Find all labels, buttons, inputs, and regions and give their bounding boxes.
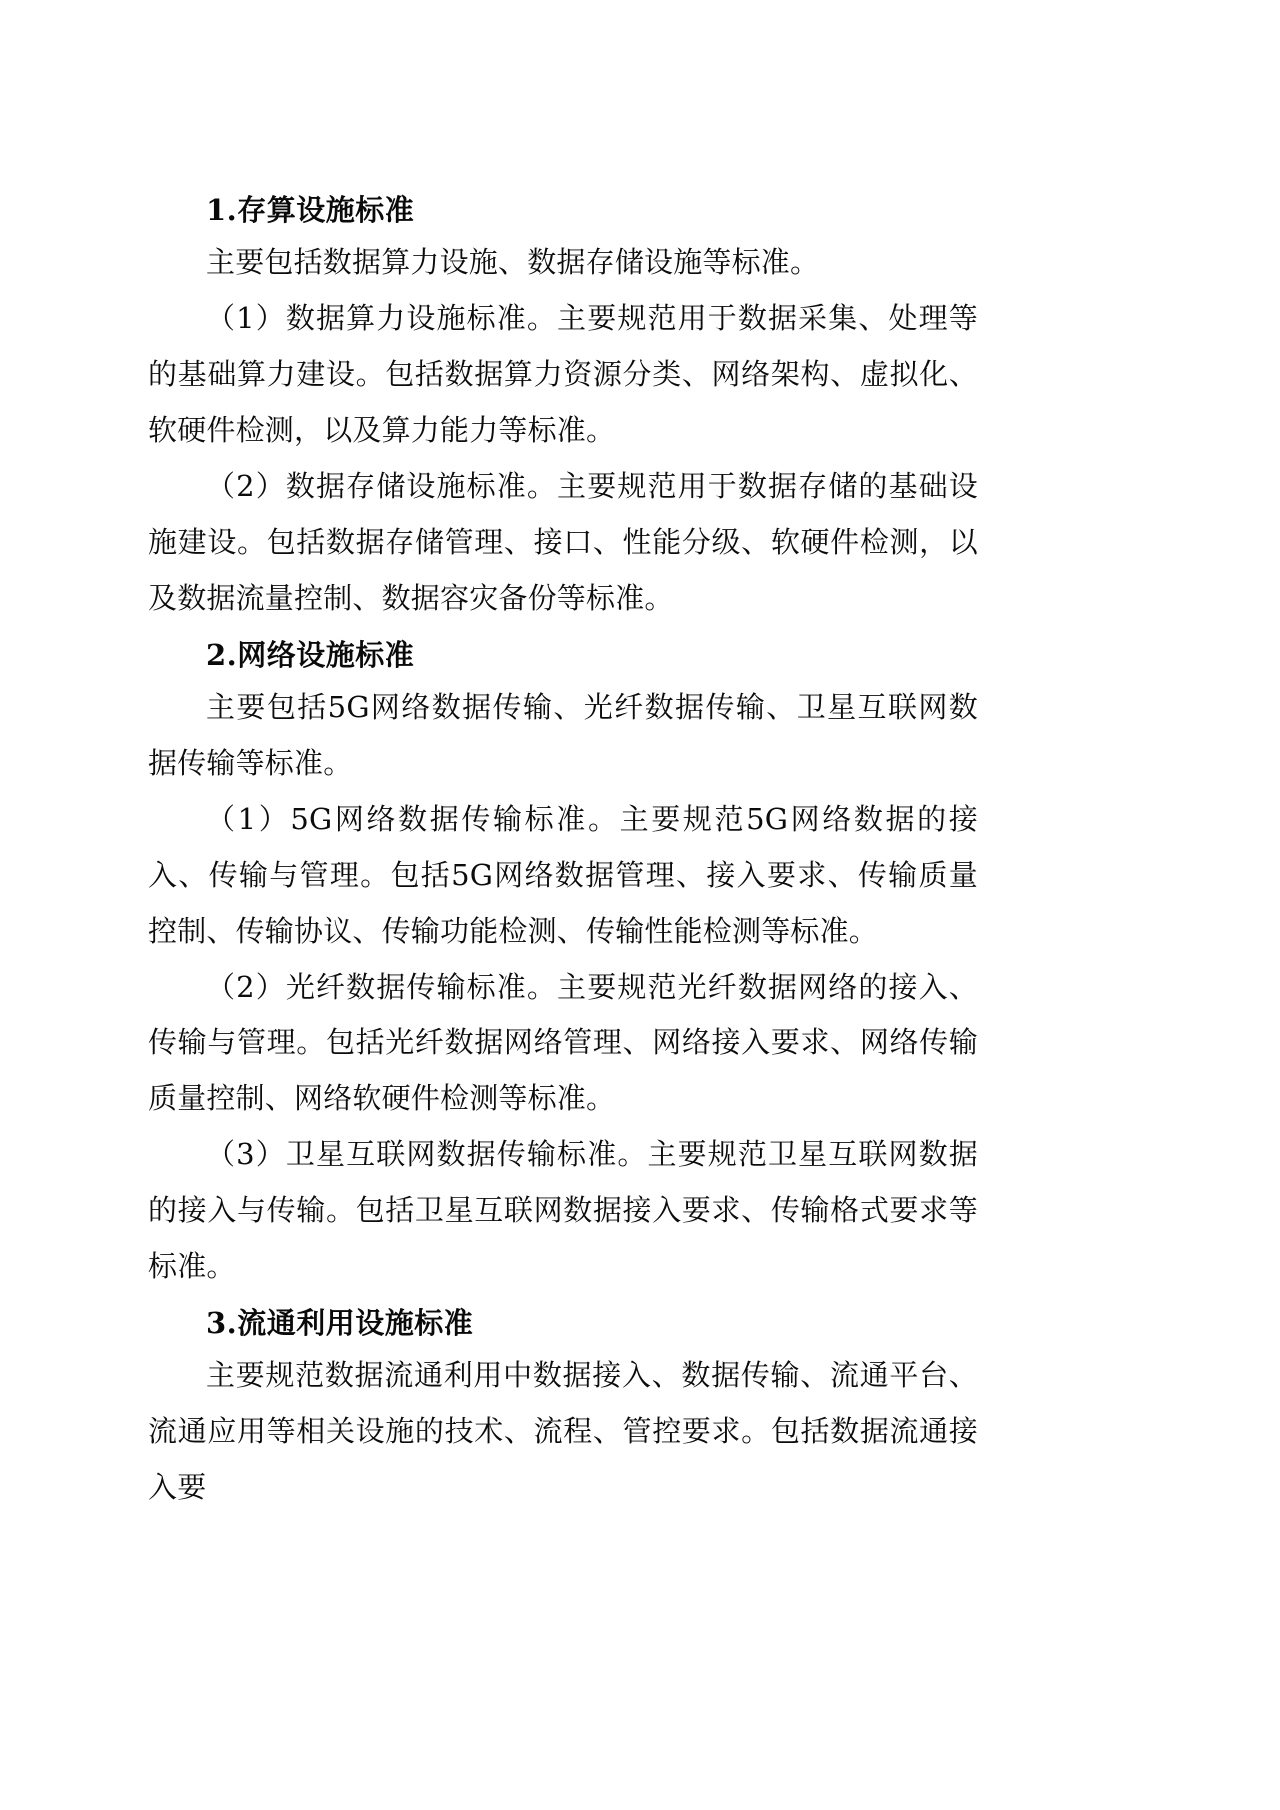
paragraph: 主要包括5G网络数据传输、光纤数据传输、卫星互联网数据传输等标准。 <box>148 689 978 780</box>
paragraph: （2）数据存储设施标准。主要规范用于数据存储的基础设施建设。包括数据存储管理、接口、性能分级、软硬件检测，以及数据流量控制、数据容灾备份等标准。 <box>148 468 978 615</box>
paragraph: （2）光纤数据传输标准。主要规范光纤数据网络的接入、传输与管理。包括光纤数据网络管理、网络接入要求、网络传输质量控制、网络软硬件检测等标准。 <box>148 969 978 1116</box>
paragraph: （1）5G网络数据传输标准。主要规范5G网络数据的接入、传输与管理。包括5G网络数据管理、接入要求、传输质量控制、传输协议、传输功能检测、传输性能检测等标准。 <box>148 801 978 948</box>
section-heading-3: 3.流通利用设施标准 <box>206 1306 474 1341</box>
paragraph: （3）卫星互联网数据传输标准。主要规范卫星互联网数据的接入与传输。包括卫星互联网数据接入要求、传输格式要求等标准。 <box>148 1137 978 1284</box>
page-content <box>148 188 978 1516</box>
paragraph: 主要包括数据算力设施、数据存储设施等标准。 <box>206 244 820 279</box>
section-heading-2: 2.网络设施标准 <box>206 637 415 672</box>
section-heading-1: 1.存算设施标准 <box>206 193 415 227</box>
paragraph: （1）数据算力设施标准。主要规范用于数据采集、处理等的基础算力建设。包括数据算力资源分类、网络架构、虚拟化、软硬件检测，以及算力能力等标准。 <box>148 300 978 447</box>
paragraph: 主要规范数据流通利用中数据接入、数据传输、流通平台、流通应用等相关设施的技术、流程、管控要求。包括数据流通接入要 <box>148 1358 978 1505</box>
